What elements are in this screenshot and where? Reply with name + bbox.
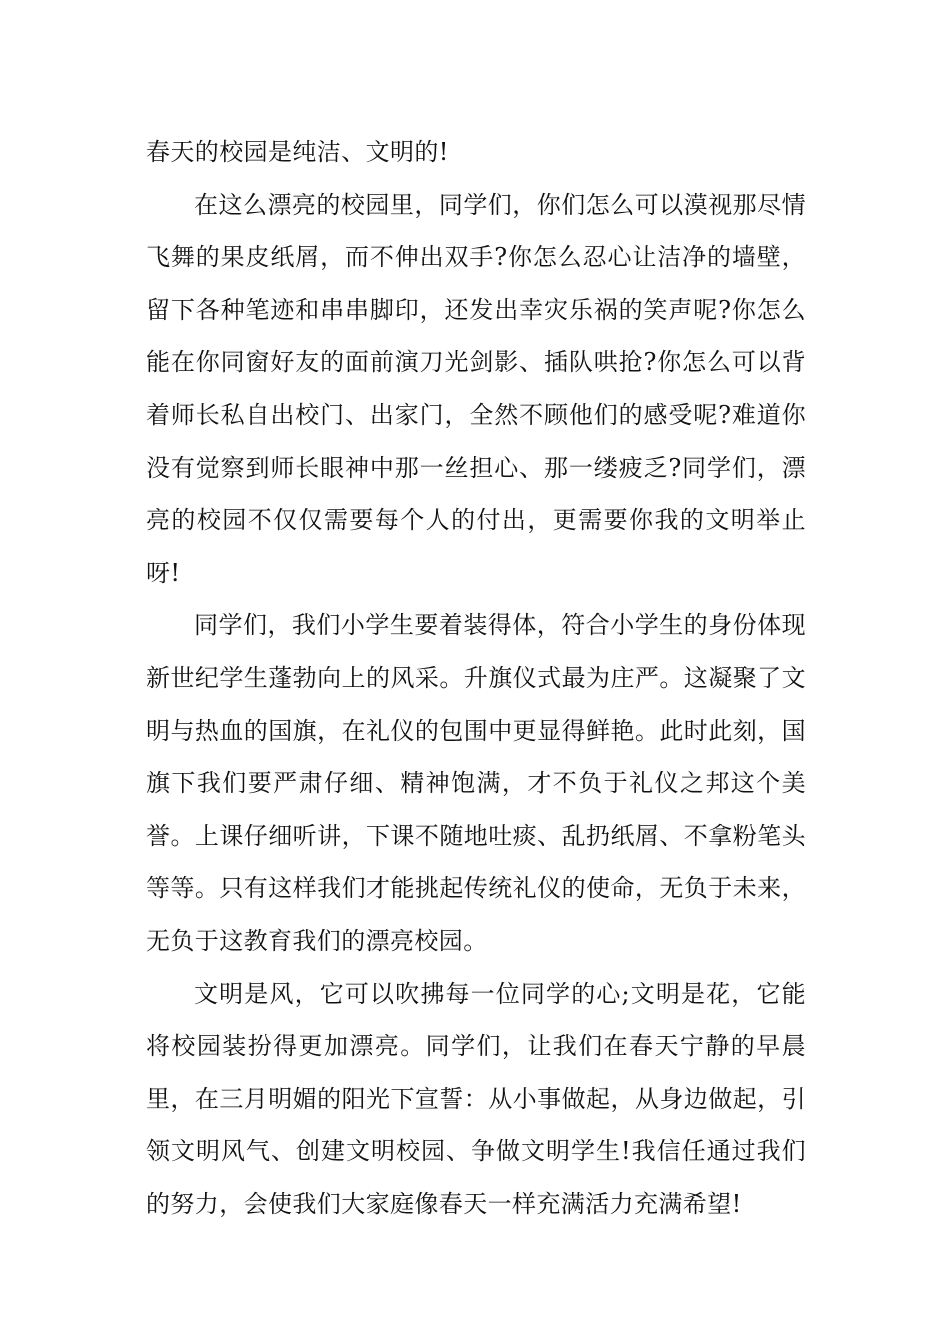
paragraph-student-etiquette: 同学们，我们小学生要着装得体，符合小学生的身份体现新世纪学生蓬勃向上的风采。升旗仪式最为庄严。这凝聚了文明与热血的国旗，在礼仪的包围中更显得鲜艳。此时此刻，国旗下我们要严肃仔细、精神饱满，才不负于礼仪之邦这个美誉。上课仔细听讲，下课不随地吐痰、乱扔纸屑、不拿粉笔头等等。只有这样我们才能挑起传统礼仪的使命，无负于未来，无负于这教育我们的漂亮校园。 (146, 611, 806, 955)
paragraph-continuation: 春天的校园是纯洁、文明的! (146, 138, 449, 166)
document-body (146, 126, 806, 1230)
paragraph-civility-pledge: 文明是风，它可以吹拂每一位同学的心;文明是花，它能将校园装扮得更加漂亮。同学们，让我们在春天宁静的早晨里，在三月明媚的阳光下宣誓：从小事做起，从身边做起，引领文明风气、创建文明校园、争做文明学生!我信任通过我们的努力，会使我们大家庭像春天一样充满活力充满希望! (146, 979, 806, 1218)
paragraph-campus-behavior: 在这么漂亮的校园里，同学们，你们怎么可以漠视那尽情飞舞的果皮纸屑，而不伸出双手?你怎么忍心让洁净的墙壁，留下各种笔迹和串串脚印，还发出幸灾乐祸的笑声呢?你怎么能在你同窗好友的面前演刀光剑影、插队哄抢?你怎么可以背着师长私自出校门、出家门，全然不顾他们的感受呢?难道你没有觉察到师长眼神中那一丝担心、那一缕疲乏?同学们，漂亮的校园不仅仅需要每个人的付出，更需要你我的文明举止呀! (146, 190, 806, 587)
